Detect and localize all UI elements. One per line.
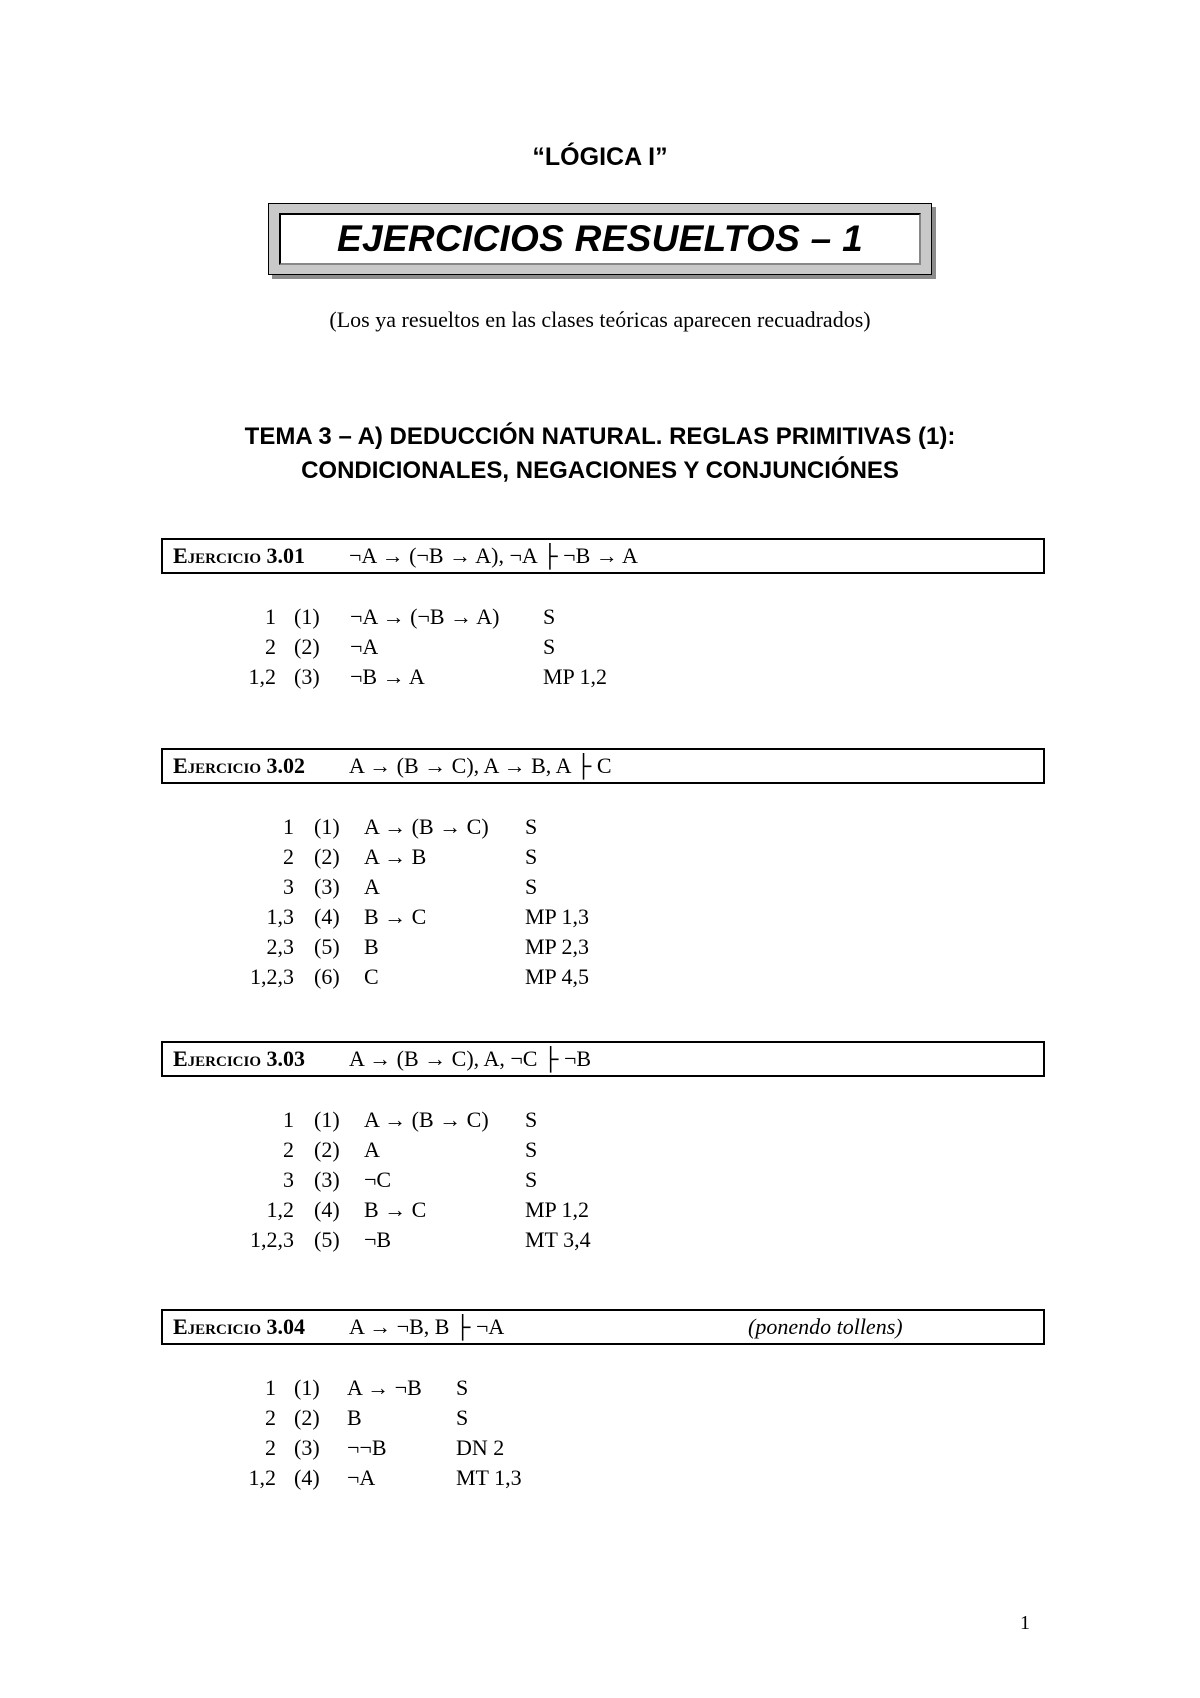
step-formula: A → ¬B [347,1375,422,1400]
step-formula: A → (B → C) [364,814,489,839]
proof-step [0,604,1200,634]
step-deps: 1 [283,1107,294,1132]
step-formula: ¬B [364,1227,392,1252]
proof-step [0,904,1200,934]
exercise-formula: A → ¬B, B ├ ¬A [349,1314,505,1339]
step-formula: ¬A [347,1465,376,1490]
step-rule: MP 1,2 [543,664,607,689]
step-formula: ¬C [364,1167,392,1192]
proof-3-03 [0,1107,1200,1257]
step-deps: 1,3 [266,904,294,929]
exercise-label: Ejercicio 3.03 [173,1046,306,1071]
proof-step [0,874,1200,904]
step-deps: 3 [283,874,294,899]
proof-3-02 [0,814,1200,994]
step-formula: B → C [364,904,427,929]
exercise-header-3-02 [161,748,1045,784]
step-rule: S [525,874,538,899]
step-formula: A [364,1137,380,1162]
proof-step [0,1227,1200,1257]
proof-step [0,634,1200,664]
topic-line-1: TEMA 3 – A) DEDUCCIÓN NATURAL. REGLAS PRIMITIVAS (1): [244,423,956,450]
step-number: (3) [314,1167,340,1192]
page-number: 1 [1020,1612,1030,1634]
step-rule: DN 2 [456,1435,505,1460]
exercise-formula: A → (B → C), A → B, A ├ C [349,753,612,778]
step-rule: S [543,634,556,659]
step-number: (2) [314,844,340,869]
step-formula: ¬A [350,634,379,659]
proof-step [0,1167,1200,1197]
step-number: (3) [314,874,340,899]
step-rule: S [456,1375,469,1400]
step-deps: 1 [265,604,276,629]
step-deps: 1 [283,814,294,839]
step-deps: 1 [265,1375,276,1400]
proof-step [0,814,1200,844]
step-deps: 1,2,3 [250,964,294,989]
step-number: (2) [314,1137,340,1162]
proof-step [0,1465,1200,1495]
proof-step [0,934,1200,964]
step-rule: MP 2,3 [525,934,589,959]
step-deps: 2 [283,844,294,869]
step-formula: ¬B → A [350,664,425,689]
title-banner [268,203,932,275]
step-deps: 3 [283,1167,294,1192]
step-rule: S [525,1137,538,1162]
topic-line-2: CONDICIONALES, NEGACIONES Y CONJUNCIÓNES [301,457,899,484]
proof-step [0,1107,1200,1137]
proof-step [0,964,1200,994]
subtitle: (Los ya resueltos en las clases teóricas aparecen recuadrados) [329,307,871,332]
step-deps: 1,2 [266,1197,294,1222]
step-formula: B → C [364,1197,427,1222]
step-rule: S [456,1405,469,1430]
step-number: (5) [314,934,340,959]
step-rule: S [525,1107,538,1132]
step-formula: A [364,874,380,899]
step-formula: B [364,934,379,959]
proof-step [0,844,1200,874]
exercise-formula: A → (B → C), A, ¬C ├ ¬B [349,1046,592,1071]
proof-step [0,664,1200,694]
exercise-header-3-03 [161,1041,1045,1077]
step-number: (1) [294,604,320,629]
step-rule: MT 1,3 [456,1465,522,1490]
step-rule: S [525,814,538,839]
proof-step [0,1405,1200,1435]
step-rule: MP 1,3 [525,904,589,929]
step-number: (2) [294,1405,320,1430]
step-number: (1) [314,814,340,839]
step-deps: 2 [283,1137,294,1162]
exercise-note: (ponendo tollens) [748,1314,903,1339]
exercise-label: Ejercicio 3.01 [173,543,306,568]
step-formula: C [364,964,379,989]
step-number: (1) [314,1107,340,1132]
step-formula: A → (B → C) [364,1107,489,1132]
step-number: (3) [294,1435,320,1460]
exercise-label: Ejercicio 3.04 [173,1314,306,1339]
proof-step [0,1197,1200,1227]
step-number: (4) [314,1197,340,1222]
step-number: (2) [294,634,320,659]
step-number: (3) [294,664,320,689]
proof-step [0,1375,1200,1405]
proof-step [0,1435,1200,1465]
step-deps: 1,2 [248,664,276,689]
step-number: (5) [314,1227,340,1252]
step-deps: 1,2,3 [250,1227,294,1252]
step-deps: 2 [265,1405,276,1430]
step-rule: S [525,844,538,869]
course-title: “LÓGICA I” [532,143,668,171]
step-number: (4) [314,904,340,929]
step-deps: 2 [265,1435,276,1460]
exercise-formula: ¬A → (¬B → A), ¬A ├ ¬B → A [349,543,638,568]
step-rule: MP 4,5 [525,964,589,989]
proof-step [0,1137,1200,1167]
proof-3-01 [0,604,1200,694]
step-formula: A → B [364,844,427,869]
banner-title: EJERCICIOS RESUELTOS – 1 [279,213,921,265]
step-deps: 2,3 [266,934,294,959]
step-rule: S [525,1167,538,1192]
step-rule: MP 1,2 [525,1197,589,1222]
step-rule: S [543,604,556,629]
step-deps: 1,2 [248,1465,276,1490]
proof-3-04 [0,1375,1200,1495]
step-deps: 2 [265,634,276,659]
step-formula: B [347,1405,362,1430]
exercise-label: Ejercicio 3.02 [173,753,306,778]
step-number: (1) [294,1375,320,1400]
topic-heading [0,420,1200,488]
step-rule: MT 3,4 [525,1227,591,1252]
exercise-header-3-01 [161,538,1045,574]
exercise-header-3-04 [161,1309,1045,1345]
step-formula: ¬A → (¬B → A) [350,604,500,629]
step-formula: ¬¬B [347,1435,387,1460]
step-number: (4) [294,1465,320,1490]
step-number: (6) [314,964,340,989]
